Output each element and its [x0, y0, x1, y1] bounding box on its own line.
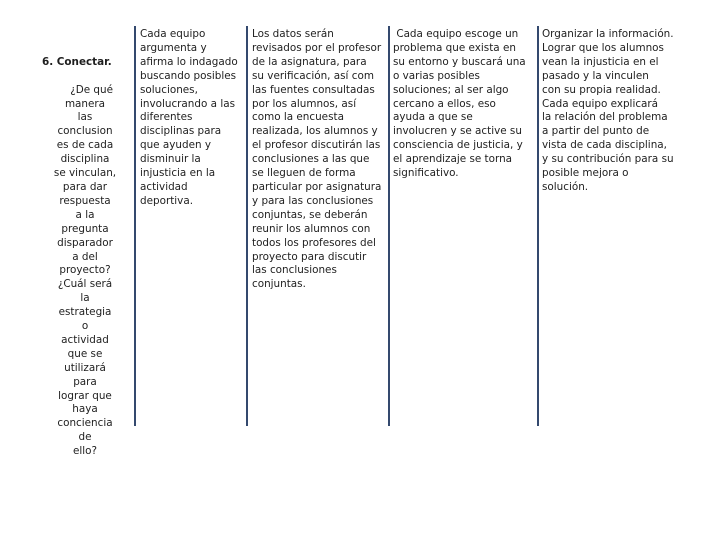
column-problem-choice: Cada equipo escoge un problema que exista en su entorno y buscará una o varias posibles soluciones; al ser algo cercano a ellos, eso ayuda a que se involucren y se active su consciencia de justicia, y el aprendizaje se torna significativo. — [393, 28, 526, 180]
column-organize-info: Organizar la información. Lograr que los alumnos vean la injusticia en el pasado y la vinculen con su propia realidad. Cada equipo explicará la relación del problema a partir del punto de vista de cada disciplina, y su contribución para su posible mejora o solución. — [542, 28, 674, 193]
column-team-argument: Cada equipo argumenta y afirma lo indagado buscando posibles soluciones, involucrando a las diferentes disciplinas para que ayuden y disminuir la injusticia en la actividad deportiva. — [140, 28, 238, 207]
question-text: ¿De qué manera las conclusion es de cada disciplina se vinculan, para dar respuesta a la pregunta disparador a del proyecto? ¿Cuál será la estrategia o actividad que se utilizará para lograr que haya conciencia de ello? — [53, 83, 117, 458]
column-question — [38, 28, 132, 473]
section-heading: 6. Conectar. — [42, 55, 112, 68]
column-divider — [388, 26, 390, 426]
content-table — [38, 26, 685, 458]
column-divider — [134, 26, 136, 426]
column-divider — [246, 26, 248, 426]
column-divider — [537, 26, 539, 426]
column-data-review: Los datos serán revisados por el profesor de la asignatura, para su verificación, así com las fuentes consultadas por los alumnos, así como la encuesta realizada, los alumnos y el profesor discutirán las conclusiones a las que se lleguen de forma particular por asignatura y para las conclusiones conjuntas, se deberán reunir los alumnos con todos los profesores del proyecto para discutir las conclusiones conjuntas. — [252, 28, 382, 291]
